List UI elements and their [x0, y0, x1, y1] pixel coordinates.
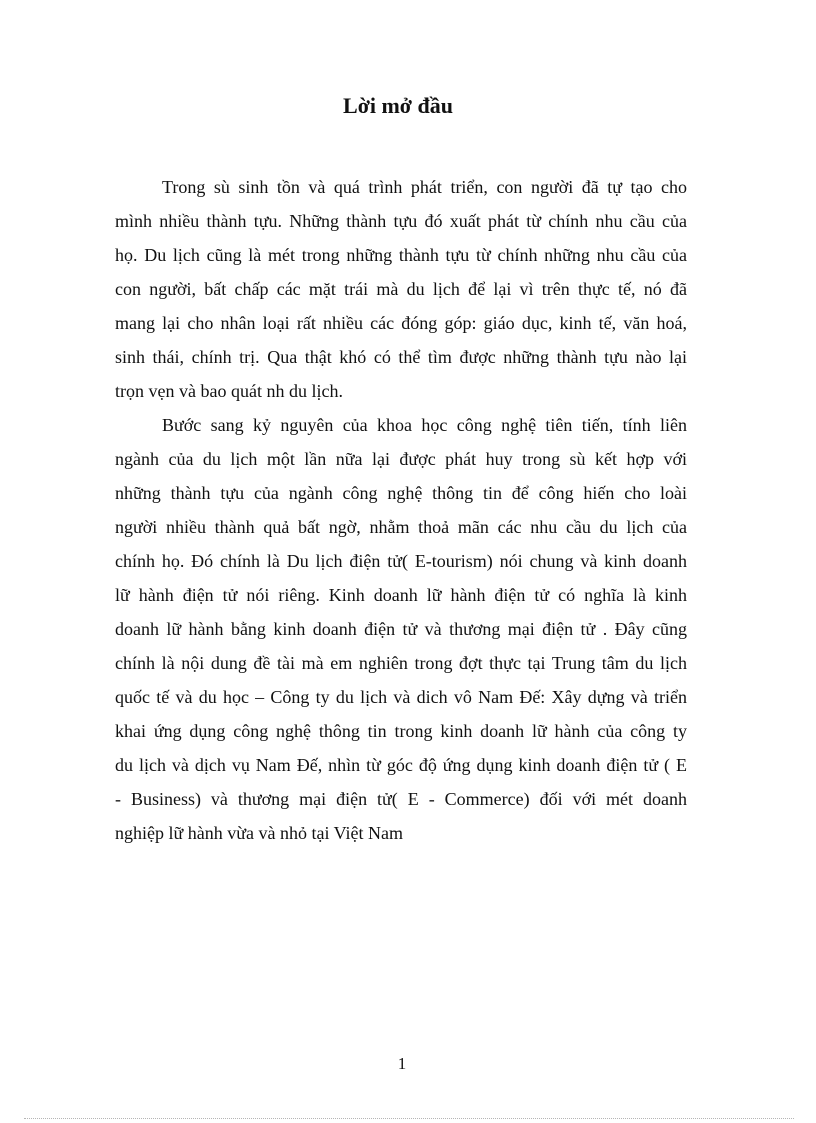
page-title: Lời mở đầu	[343, 93, 453, 118]
text-line: chính họ. Đó chính là Du lịch điện tử( E-tourism) nói chung và kinh doanh	[115, 551, 687, 571]
body-text	[115, 170, 687, 850]
text-line: - Business) và thương mại điện tử( E - Commerce) đối với mét doanh	[115, 789, 687, 809]
text-line: họ. Du lịch cũng là mét trong những thành tựu từ chính những nhu cầu của	[115, 245, 687, 265]
paragraph-2	[115, 408, 687, 850]
text-line: người nhiều thành quả bất ngờ, nhằm thoả mãn các nhu cầu du lịch của	[115, 517, 687, 537]
text-line: mang lại cho nhân loại rất nhiều các đóng góp: giáo dục, kinh tế, văn hoá,	[115, 313, 687, 333]
text-line: mình nhiều thành tựu. Những thành tựu đó xuất phát từ chính nhu cầu của	[115, 211, 687, 231]
text-line: ngành của du lịch một lần nữa lại được phát huy trong sù kết hợp với	[115, 449, 687, 469]
text-line: lữ hành điện tử nói riêng. Kinh doanh lữ hành điện tử có nghĩa là kinh	[115, 585, 687, 605]
page-number: 1	[397, 1054, 407, 1073]
text-line: con người, bất chấp các mặt trái mà du lịch để lại vì trên thực tế, nó đã	[115, 279, 687, 299]
paragraph-1	[115, 170, 687, 408]
text-line: quốc tế và du học – Công ty du lịch và dich vô Nam Đế: Xây dựng và triển	[115, 687, 687, 707]
text-line: khai ứng dụng công nghệ thông tin trong kinh doanh lữ hành của công ty	[115, 721, 687, 741]
text-line: Trong sù sinh tồn và quá trình phát triển, con người đã tự tạo cho	[162, 177, 687, 197]
text-line: du lịch và dịch vụ Nam Đế, nhìn từ góc độ ứng dụng kinh doanh điện tử ( E	[115, 755, 687, 775]
text-line: nghiệp lữ hành vừa và nhỏ tại Việt Nam	[115, 823, 404, 843]
text-line: chính là nội dung đề tài mà em nghiên trong đợt thực tại Trung tâm du lịch	[115, 653, 687, 673]
text-line: sinh thái, chính trị. Qua thật khó có thể tìm được những thành tựu nào lại	[115, 347, 687, 367]
text-line: trọn vẹn và bao quát nh du lịch.	[115, 381, 343, 401]
text-line: Bước sang kỷ nguyên của khoa học công nghệ tiên tiến, tính liên	[162, 415, 687, 435]
footer-divider	[24, 1118, 794, 1119]
text-line: những thành tựu của ngành công nghệ thông tin để công hiến cho loài	[115, 483, 687, 503]
text-line: doanh lữ hành bằng kinh doanh điện tử và thương mại điện tử . Đây cũng	[115, 619, 687, 639]
